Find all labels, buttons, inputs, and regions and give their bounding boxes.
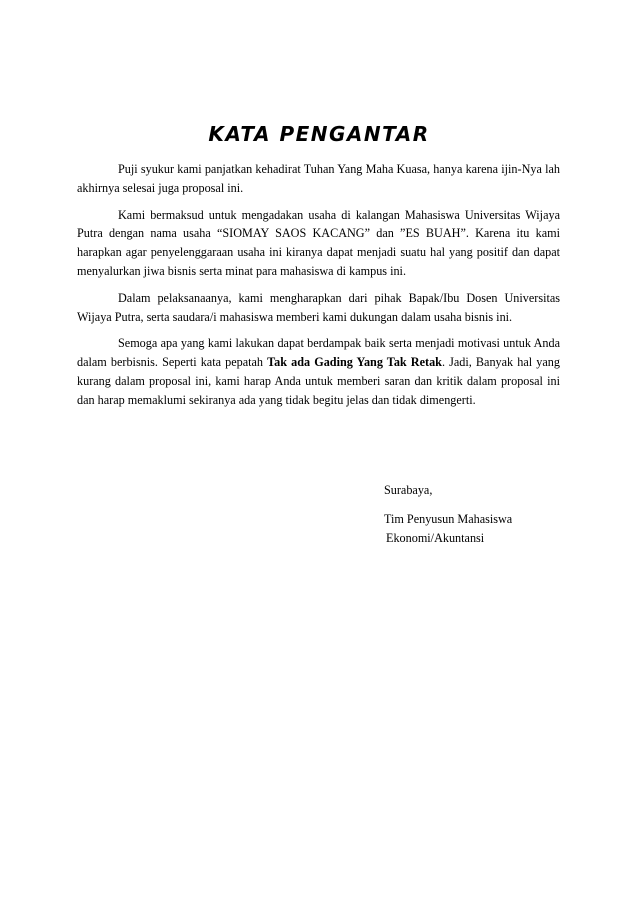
proverb-text: Tak ada Gading Yang Tak Retak	[267, 355, 442, 370]
paragraph-purpose: Kami bermaksud untuk mengadakan usaha di kalangan Mahasiswa Universitas Wijaya Putra dengan nama usaha “SIOMAY SAOS KACANG” dan ”ES BUAH”. Karena itu kami harapkan agar penyelenggaraan usaha ini kiranya dapat menjadi suatu hal yang positif dan dapat menyalurkan jiwa bisnis serta minat para mahasiswa di kampus ini.	[77, 207, 560, 278]
paragraph-request: Dalam pelaksanaanya, kami mengharapkan dari pihak Bapak/Ibu Dosen Universitas Wijaya Putra, serta saudara/i mahasiswa memberi kami dukungan dalam usaha bisnis ini.	[77, 290, 560, 324]
signature-block	[384, 481, 512, 547]
closing-text-end: . Jadi, Banyak hal yang kurang dalam proposal ini, kami harap Anda untuk memberi saran dan kritik dalam proposal ini dan harap memaklumi sekiranya ada yang tidak begitu jelas dan tidak dimengerti.	[77, 355, 560, 407]
document-body	[77, 160, 560, 418]
page-title: KATA PENGANTAR	[208, 122, 430, 146]
signature-city: Surabaya,	[384, 483, 433, 497]
closing-text-start: Semoga apa yang kami lakukan dapat berdampak baik serta menjadi motivasi untuk Anda dalam berbisnis. Seperti kata pepatah	[77, 336, 560, 370]
paragraph-opening: Puji syukur kami panjatkan kehadirat Tuhan Yang Maha Kuasa, hanya karena ijin-Nya lah akhirnya selesai juga proposal ini.	[77, 162, 560, 195]
signature-team: Tim Penyusun Mahasiswa	[384, 511, 513, 526]
paragraph-closing	[77, 334, 560, 409]
signature-department: Ekonomi/Akuntansi	[386, 530, 485, 545]
